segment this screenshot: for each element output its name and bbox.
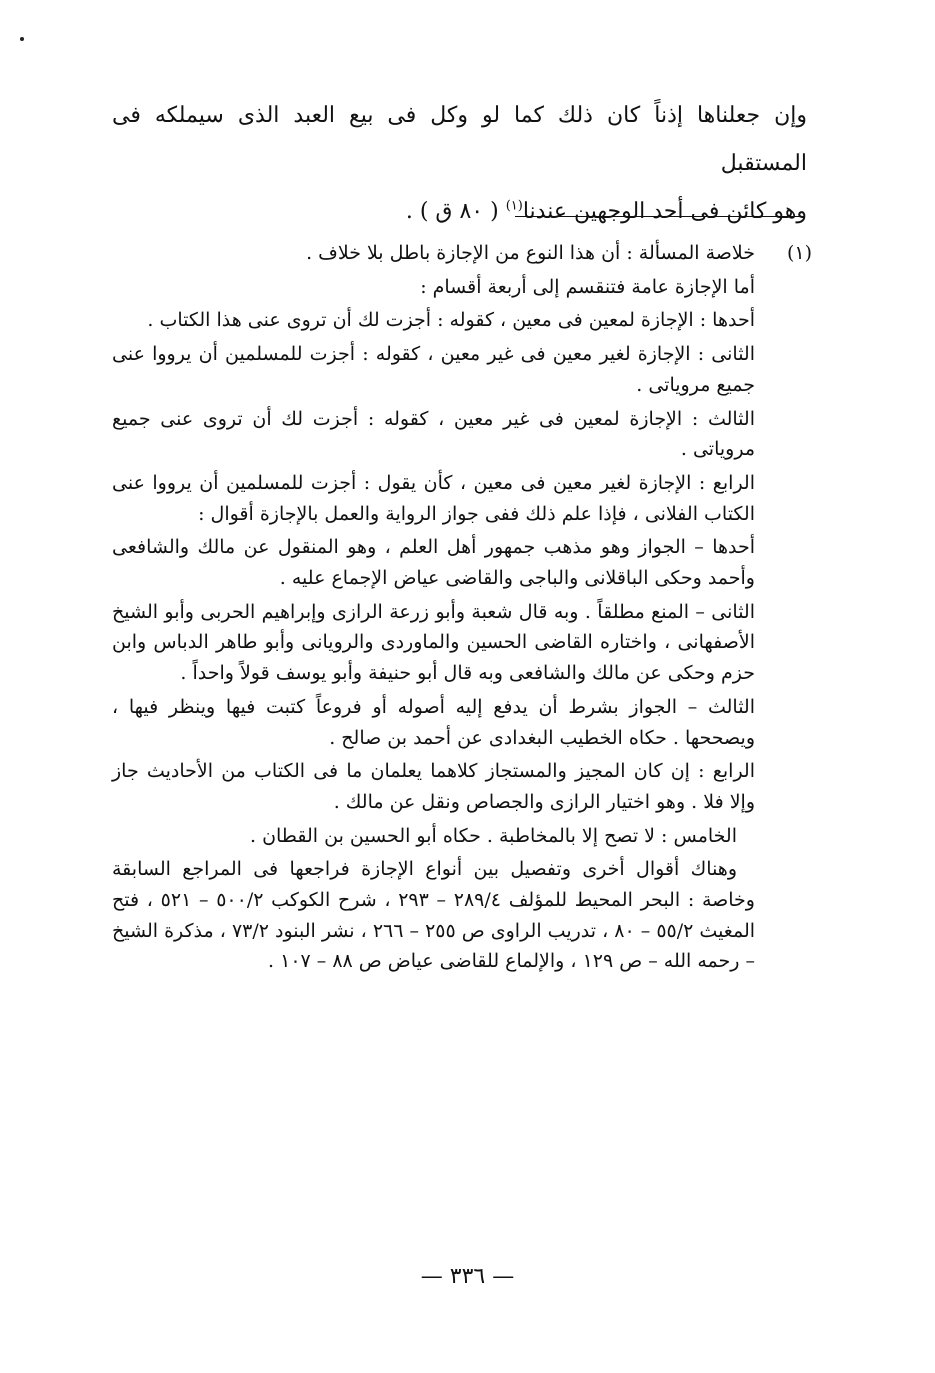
footnote-paragraph: الثانى – المنع مطلقاً . وبه قال شعبة وأبو زرعة الرازى وإبراهيم الحربى وأبو الشيخ الأصفهانى ، واختاره القاضى الحسين والماوردى والرويانى وأبو طاهر الدباس وابن حزم وحكى عن مالك والشافعى وبه قال أبو حنيفة وأبو يوسف قولاً واحداً . xyxy=(112,600,755,685)
footnote-body xyxy=(112,238,755,977)
footnote-paragraph: أحدها : الإجازة لمعين فى معين ، كقوله : أجزت لك أن تروى عنى هذا الكتاب . xyxy=(147,309,755,332)
footnote-paragraph: أما الإجازة عامة فتنقسم إلى أربعة أقسام : xyxy=(420,275,755,298)
footnote-paragraph: الثالث – الجواز بشرط أن يدفع إليه أصوله أو فروعاً كتبت فيها وينظر فيها ، ويصححها . حكاه الخطيب البغدادى عن أحمد بن صالح . xyxy=(112,695,755,749)
main-text xyxy=(112,92,807,236)
page-number: — ٣٣٦ — xyxy=(420,1264,515,1289)
main-text-line: وإن جعلناها إذناً كان ذلك كما لو وكل فى بيع العبد الذى سيملكه فى المستقبل xyxy=(112,103,807,176)
footnote-marker: (١) xyxy=(786,242,812,264)
main-text-line xyxy=(112,188,807,236)
footnote-paragraph: خلاصة المسألة : أن هذا النوع من الإجازة باطل بلا خلاف . xyxy=(306,242,755,264)
footnote-paragraph: الثالث : الإجازة لمعين فى غير معين ، كقوله : أجزت لك أن تروى عنى جميع مروياتى . xyxy=(112,407,755,461)
footnote-paragraph: الخامس : لا تصح إلا بالمخاطبة . حكاه أبو الحسين بن القطان . xyxy=(249,824,737,847)
footnote-paragraph: الرابع : الإجازة لغير معين فى معين ، كأن يقول : أجزت للمسلمين أن يرووا عنى الكتاب الفلانى ، فإذا علم ذلك ففى جواز الرواية والعمل بالإجازة أقوال : xyxy=(112,471,755,525)
footnote xyxy=(112,238,812,980)
footnote-paragraph: الرابع : إن كان المجيز والمستجاز كلاهما يعلمان ما فى الكتاب من الأحاديث جاز وإلا فلا . وهو اختيار الرازى والجصاص ونقل عن مالك . xyxy=(112,760,755,813)
main-text-segment: ( ٨٠ ق ) . xyxy=(405,199,506,224)
footnote-reference: (١) xyxy=(505,198,523,214)
footnote-paragraph: أحدها – الجواز وهو مذهب جمهور أهل العلم ، وهو المنقول عن مالك والشافعى وأحمد وحكى الباقلانى والباجى والقاضى عياض الإجماع عليه . xyxy=(112,536,755,590)
main-text-segment: وهو كائن فى أحد الوجهين عندنا xyxy=(522,199,807,224)
scan-speck xyxy=(20,37,24,41)
footnote-paragraph: وهناك أقوال أخرى وتفصيل بين أنواع الإجازة فراجعها فى المراجع السابقة وخاصة : البحر المحيط للمؤلف ٢٨٩/٤ – ٢٩٣ ، شرح الكوكب ٥٠٠/٢ – ٥٢١ ، فتح المغيث ٥٥/٢ – ٨٠ ، تدريب الراوى ص ٢٥٥ – ٢٦٦ ، نشر البنود ٧٣/٢ ، مذكرة الشيخ – رحمه الله – ص ١٢٩ ، والإلماع للقاضى عياض ص ٨٨ – ١٠٧ . xyxy=(112,858,756,973)
footnote-separator xyxy=(515,216,805,217)
footnote-paragraph: الثانى : الإجازة لغير معين فى غير معين ، كقوله : أجزت للمسلمين أن يرووا عنى جميع مروياتى . xyxy=(112,343,755,396)
